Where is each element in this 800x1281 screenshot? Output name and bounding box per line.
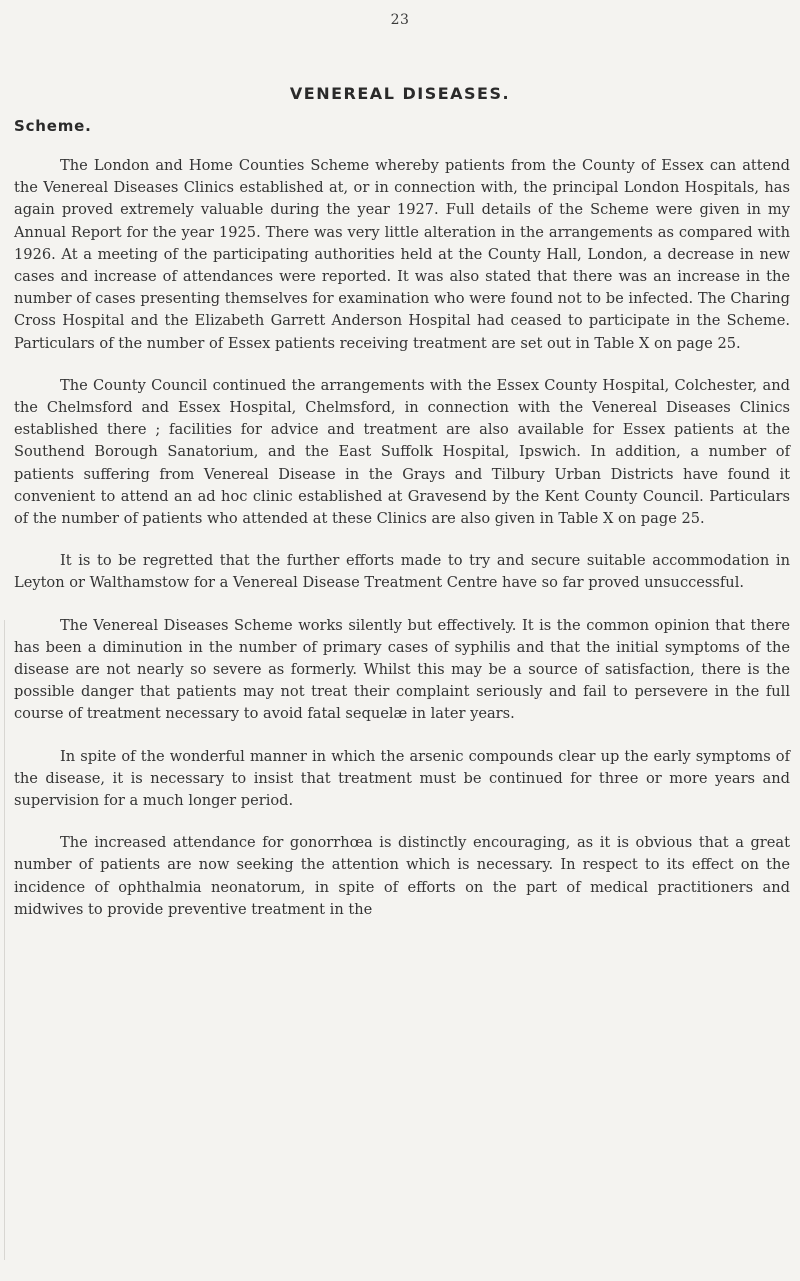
paragraph-5: In spite of the wonderful manner in which the arsenic compounds clear up the early symptoms of the disease, it is necessary to insist that treatment must be continued for three or more years and supervision for a much longer period. (14, 747, 790, 810)
paragraph-4: The Venereal Diseases Scheme works silently but effectively. It is the common opinion that there has been a diminution in the number of primary cases of syphilis and that the initial symptoms of the disease are not nearly so severe as formerly. Whilst this may be a source of satisfaction, there is the possible danger that patients may not treat their complaint seriously and fail to persevere in the full course of treatment necessary to avoid fatal sequelæ in later years. (14, 616, 790, 723)
paragraph-2: The County Council continued the arrangements with the Essex County Hospital, Colchester, and the Chelmsford and Essex Hospital, Chelmsford, in connection with the Venereal Diseases Clinics established there ; facilities for advice and treatment are also available for Essex patients at the Southend Borough Sanatorium, and the East Suffolk Hospital, Ipswich. In addition, a number of patients suffering from Venereal Disease in the Grays and Tilbury Urban Districts have found it convenient to attend an ad hoc clinic established at Gravesend by the Kent County Council. Particulars of the number of patients who attended at these Clinics are also given in Table X on page 25. (14, 376, 790, 528)
section-heading: Scheme. (14, 117, 92, 135)
paragraph-1: The London and Home Counties Scheme whereby patients from the County of Essex can attend the Venereal Diseases Clinics established at, or in connection with, the principal London Hospitals, has again proved extremely valuable during the year 1927. Full details of the Scheme were given in my Annual Report for the year 1925. There was very little alteration in the arrangements as compared with 1926. At a meeting of the participating authorities held at the County Hall, London, a decrease in new cases and increase of attendances were reported. It was also stated that there was an increase in the number of cases presenting themselves for examination who were found not to be infected. The Charing Cross Hospital and the Elizabeth Garrett Anderson Hospital had ceased to participate in the Scheme. Particulars of the number of Essex patients receiving treatment are set out in Table X on page 25. (14, 157, 790, 352)
paragraph-6: The increased attendance for gonorrhœa is distinctly encouraging, as it is obvious that a great number of patients are now seeking the attention which is necessary. In respect to its effect on the incidence of ophthalmia neonatorum, in spite of efforts on the part of medical practitioners and midwives to provide preventive treatment in the (14, 834, 790, 918)
body-text (14, 155, 790, 941)
page-title: VENEREAL DISEASES. (289, 84, 511, 103)
page-edge-line (4, 620, 5, 1260)
paragraph-3: It is to be regretted that the further efforts made to try and secure suitable accommodation in Leyton or Walthamstow for a Venereal Disease Treatment Centre have so far proved unsuccessful. (14, 552, 790, 592)
page-number: 23 (390, 12, 410, 28)
